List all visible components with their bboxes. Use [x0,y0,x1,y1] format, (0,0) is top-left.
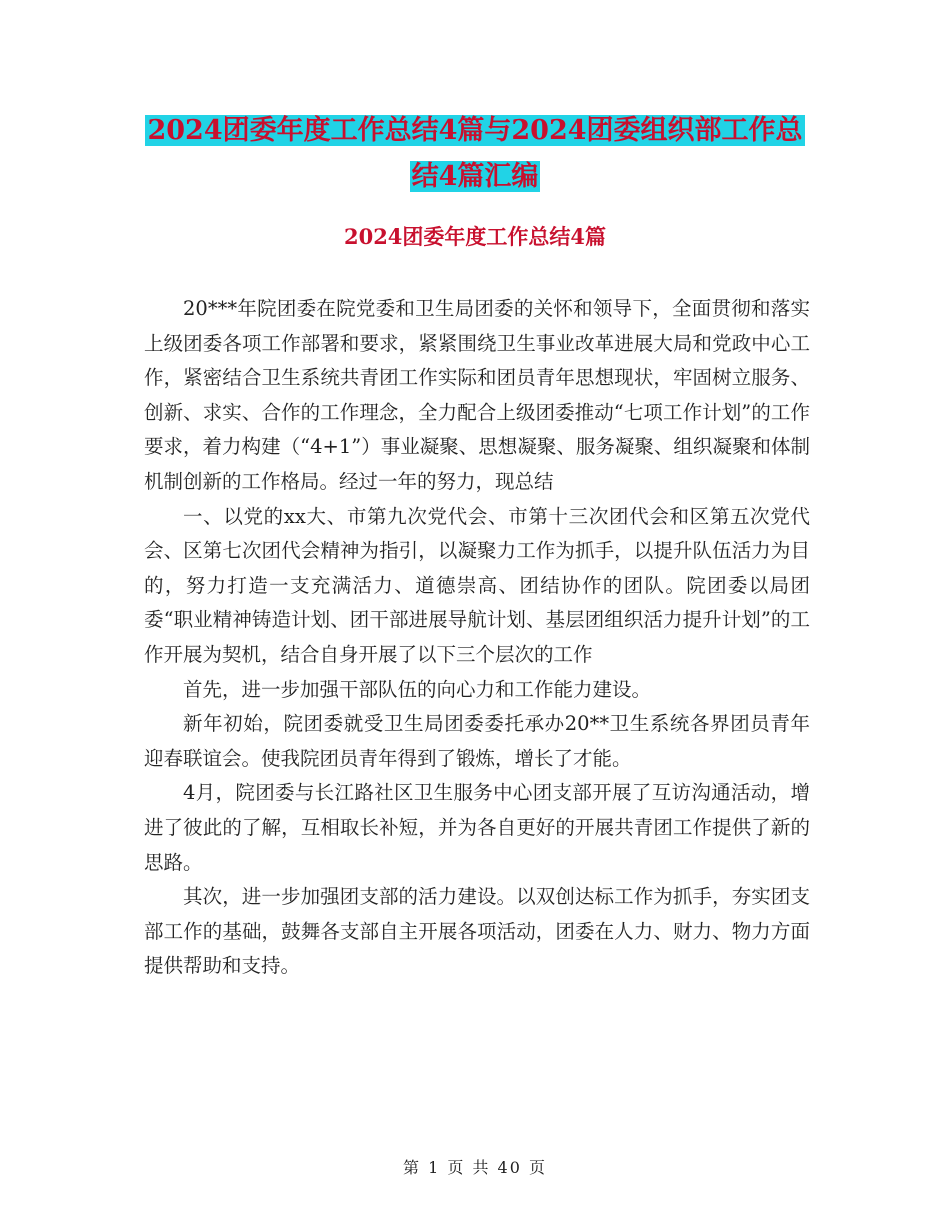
section-heading: 2024团委年度工作总结4篇 [343,224,607,249]
body-text [144,292,810,984]
paragraph: 一、以党的xx大、市第九次党代会、市第十三次团代会和区第五次党代会、区第七次团代会精神为指引，以凝聚力工作为抓手，以提升队伍活力为目的，努力打造一支充满活力、道德崇高、团结协作的团队。院团委以局团委“职业精神铸造计划、团干部进展导航计划、基层团组织活力提升计划”的工作开展为契机，结合自身开展了以下三个层次的工作 [144,504,810,666]
document-title [0,108,950,200]
paragraph: 新年初始，院团委就受卫生局团委委托承办20**卫生系统各界团员青年迎春联谊会。使我院团员青年得到了锻炼，增长了才能。 [144,712,810,770]
page-number-footer: 第 1 页 共 40 页 [403,1158,547,1177]
title-line-1: 2024团委年度工作总结4篇与2024团委组织部工作总 [147,115,803,146]
paragraph: 首先，进一步加强干部队伍的向心力和工作能力建设。 [183,677,652,701]
paragraph: 20***年院团委在院党委和卫生局团委的关怀和领导下，全面贯彻和落实上级团委各项工作部署和要求，紧紧围绕卫生事业改革进展大局和党政中心工作，紧密结合卫生系统共青团工作实际和团员青年思想现状，牢固树立服务、创新、求实、合作的工作理念，全力配合上级团委推动“七项工作计划”的工作要求，着力构建（“4+1”）事业凝聚、思想凝聚、服务凝聚、组织凝聚和体制机制创新的工作格局。经过一年的努力，现总结 [144,297,810,493]
paragraph: 其次，进一步加强团支部的活力建设。以双创达标工作为抓手，夯实团支部工作的基础，鼓舞各支部自主开展各项活动，团委在人力、财力、物力方面提供帮助和支持。 [144,885,810,978]
paragraph: 4月，院团委与长江路社区卫生服务中心团支部开展了互访沟通活动，增进了彼此的了解，互相取长补短，并为各自更好的开展共青团工作提供了新的思路。 [144,781,810,874]
title-line-2: 结4篇汇编 [411,161,539,192]
